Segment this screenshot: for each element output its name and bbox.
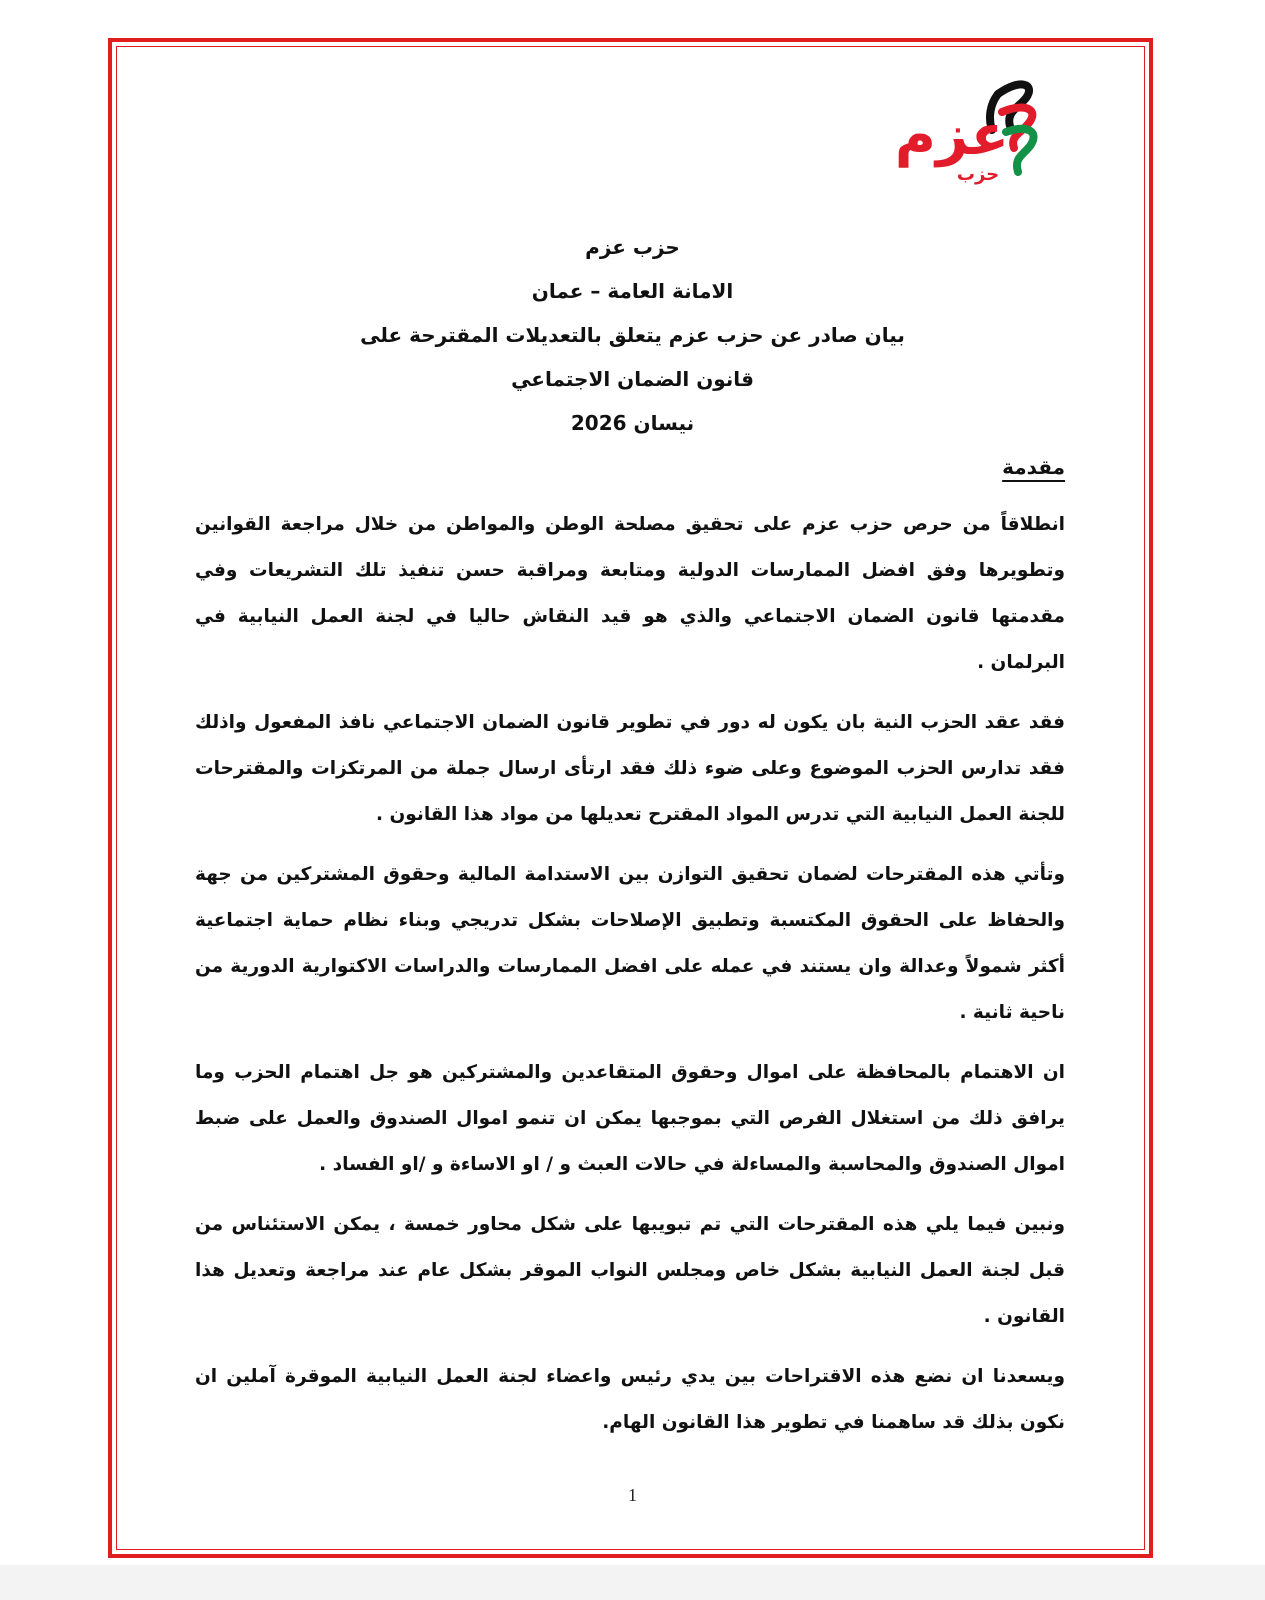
document-date: نيسان 2026 — [570, 411, 695, 435]
section-heading: مقدمة — [1002, 455, 1065, 479]
paragraph: انطلاقاً من حرص حزب عزم على تحقيق مصلحة الوطن والمواطن من خلال مراجعة القوانين وتطويرها وفق افضل الممارسات الدولية ومتابعة ومراقبة حسن تنفيذ تلك التشريعات وفي مقدمتها قانون الضمان الاجتماعي والذي هو قيد النقاش حاليا في لجنة العمل النيابية في البرلمان . — [195, 514, 1065, 673]
law-name: قانون الضمان الاجتماعي — [511, 367, 754, 391]
paragraph: وتأتي هذه المقترحات لضمان تحقيق التوازن بين الاستدامة المالية وحقوق المشتركين من جهة والحفاظ على الحقوق المكتسبة وتطبيق الإصلاحات بشكل تدريجي وبناء نظام حماية اجتماعية أكثر شمولاً وعدالة وان يستند في عمله على افضل الممارسات والدراسات الاكتوارية الدورية من ناحية ثانية . — [195, 864, 1065, 1023]
page-number: 1 — [628, 1485, 637, 1505]
paragraph: ويسعدنا ان نضع هذه الاقتراحات بين يدي رئيس واعضاء لجنة العمل النيابية الموقرة آملين ان نكون بذلك قد ساهمنا في تطوير هذا القانون الهام. — [195, 1366, 1065, 1433]
logo-wordmark: عزم — [894, 103, 1010, 168]
page-edge — [0, 1565, 1265, 1600]
logo-caption: حزب — [956, 164, 1000, 185]
document-body — [195, 502, 1065, 1460]
paragraph: فقد عقد الحزب النية بان يكون له دور في تطوير قانون الضمان الاجتماعي نافذ المفعول واذلك فقد تدارس الحزب الموضوع وعلى ضوء ذلك فقد ارتأى ارسال جملة من المرتكزات والمقترحات للجنة العمل النيابية التي تدرس المواد المقترح تعديلها من مواد هذا القانون . — [195, 712, 1065, 825]
secretariat-line: الامانة العامة – عمان — [531, 279, 734, 303]
paragraph: ونبين فيما يلي هذه المقترحات التي تم تبويبها على شكل محاور خمسة ، يمكن الاستئناس من قبل لجنة العمل النيابية بشكل خاص ومجلس النواب الموقر بشكل عام عند مراجعة وتعديل هذا القانون . — [195, 1214, 1065, 1327]
document-header — [200, 225, 1065, 445]
statement-title: بيان صادر عن حزب عزم يتعلق بالتعديلات المقترحة على — [360, 323, 905, 347]
party-name: حزب عزم — [585, 235, 680, 259]
party-logo — [870, 72, 1050, 187]
paragraph: ان الاهتمام بالمحافظة على اموال وحقوق المتقاعدين والمشتركين هو جل اهتمام الحزب وما يرافق ذلك من استغلال الفرص التي بموجبها يمكن ان تنمو اموال الصندوق والعمل على ضبط اموال الصندوق والمحاسبة والمساءلة في حالات العبث و / او الاساءة و /او الفساد . — [195, 1062, 1065, 1175]
